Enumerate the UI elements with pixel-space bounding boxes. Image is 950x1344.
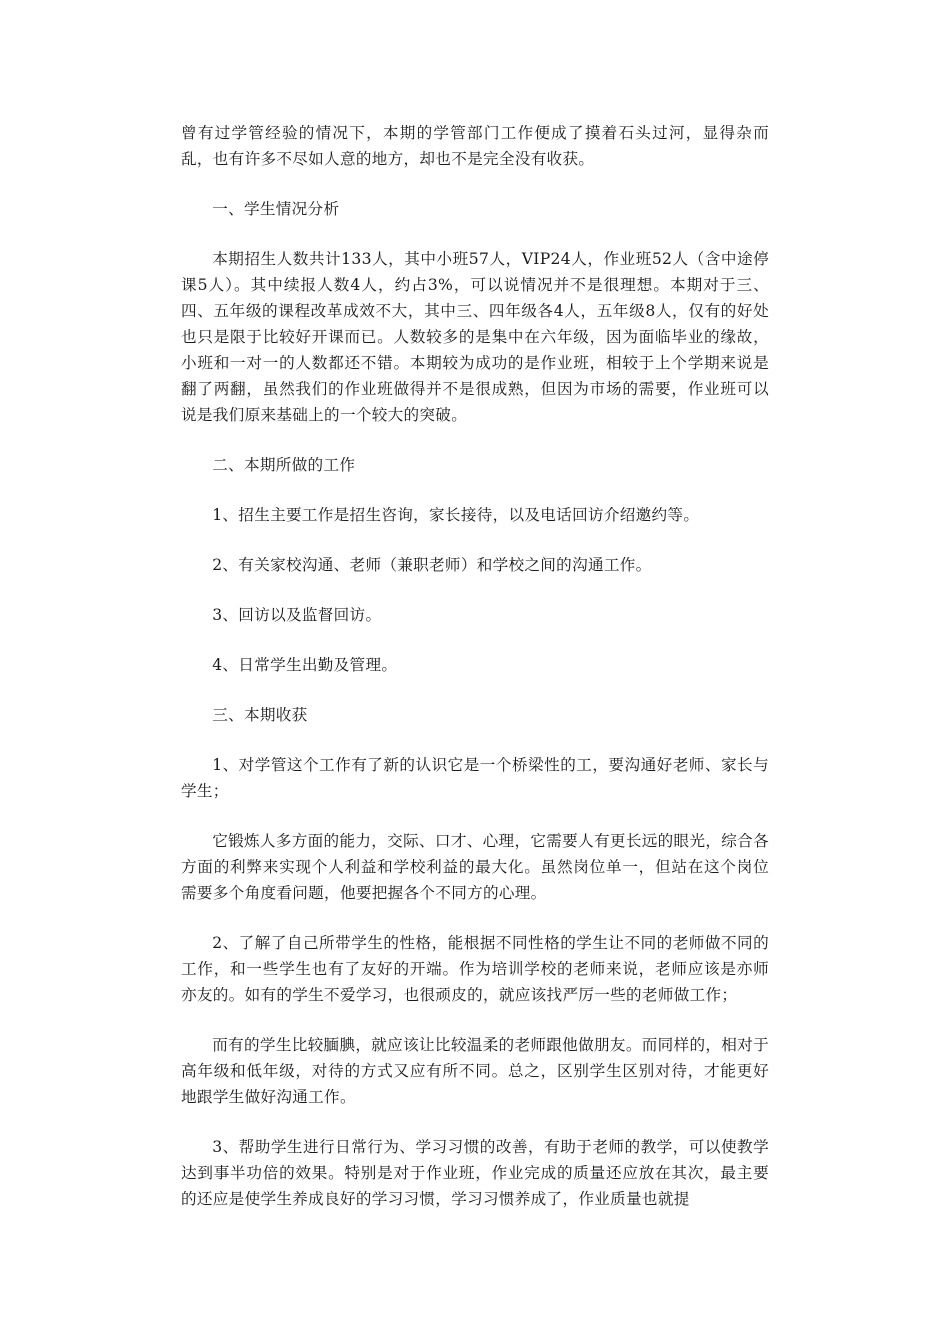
gain-item-1: 1、对学管这个工作有了新的认识它是一个桥梁性的工，要沟通好老师、家长与学生；: [181, 756, 769, 800]
work-item-3: 3、回访以及监督回访。: [212, 606, 382, 624]
enrollment-paragraph: 本期招生人数共计133人，其中小班57人，VIP24人，作业班52人（含中途停课5人）。其中续报人数4人，约占3%，可以说情况并不是很理想。本期对于三、四、五年级的课程改革成效不大，其中三、四年级各4人，五年级8人，仅有的好处也只是限于比较好开课而已。人数较多的是集中在六年级，因为面临毕业的缘故，小班和一对一的人数都还不错。本期较为成功的是作业班，相较于上个学期来说是翻了两翻，虽然我们的作业班做得并不是很成熟，但因为市场的需要，作业班可以说是我们原来基础上的一个较大的突破。: [181, 250, 769, 424]
gain-item-3: 3、帮助学生进行日常行为、学习习惯的改善，有助于老师的教学，可以使教学达到事半功倍的效果。特别是对于作业班，作业完成的质量还应放在其次，最主要的还应是使学生养成良好的学习习惯，学习习惯养成了，作业质量也就提: [181, 1138, 769, 1208]
work-item-4: 4、日常学生出勤及管理。: [212, 656, 398, 674]
document-page: [181, 120, 769, 1212]
section-heading-student-analysis: 一、学生情况分析: [212, 200, 340, 218]
gain-item-2: 2、了解了自己所带学生的性格，能根据不同性格的学生让不同的老师做不同的工作，和一些学生也有了友好的开端。作为培训学校的老师来说，老师应该是亦师亦友的。如有的学生不爱学习，也很顽皮的，就应该找严厉一些的老师做工作；: [181, 934, 769, 1004]
gain-item-2-detail: 而有的学生比较腼腆，就应该让比较温柔的老师跟他做朋友。而同样的，相对于高年级和低年级，对待的方式又应有所不同。总之，区别学生区别对待，才能更好地跟学生做好沟通工作。: [181, 1036, 769, 1106]
section-heading-work-done: 二、本期所做的工作: [212, 456, 356, 474]
section-heading-gains: 三、本期收获: [212, 706, 308, 724]
gain-item-1-detail: 它锻炼人多方面的能力，交际、口才、心理，它需要人有更长远的眼光，综合各方面的利弊来实现个人利益和学校利益的最大化。虽然岗位单一，但站在这个岗位需要多个角度看问题，他要把握各个不同方的心理。: [181, 832, 769, 902]
intro-paragraph: 曾有过学管经验的情况下，本期的学管部门工作便成了摸着石头过河，显得杂而乱，也有许多不尽如人意的地方，却也不是完全没有收获。: [181, 124, 769, 168]
work-item-2: 2、有关家校沟通、老师（兼职老师）和学校之间的沟通工作。: [212, 556, 652, 574]
work-item-1: 1、招生主要工作是招生咨询，家长接待，以及电话回访介绍邀约等。: [212, 506, 700, 524]
